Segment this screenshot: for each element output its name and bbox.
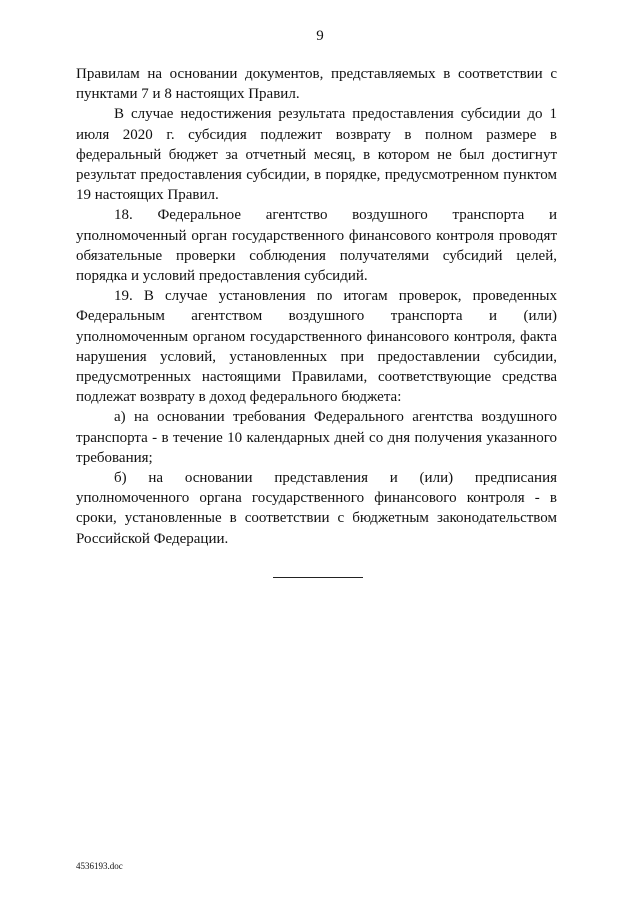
paragraph-item-18: 18. Федеральное агентство воздушного транспорта и уполномоченный орган государственного финансового контроля проводят обязательные проверки соблюдения получателями субсидий целей, порядка и условий предоставления субсидий.	[76, 207, 557, 285]
paragraph-item-19-b: б) на основании представления и (или) предписания уполномоченного органа государственного финансового контроля - в сроки, установленные в соответствии с бюджетным законодательством Российской Федерации.	[76, 470, 557, 547]
page-number: 9	[316, 28, 324, 44]
paragraph-non-achievement: В случае недостижения результата предоставления субсидии до 1 июля 2020 г. субсидия подлежит возврату в полном размере в федеральный бюджет за отчетный месяц, в котором не был достигнут результат предоставления субсидии, в порядке, предусмотренном пунктом 19 настоящих Правил.	[76, 106, 557, 204]
end-separator-line	[273, 577, 363, 578]
paragraph-item-19-a: а) на основании требования Федерального агентства воздушного транспорта - в течение 10 календарных дней со дня получения указанного требования;	[76, 409, 557, 466]
paragraph-item-19: 19. В случае установления по итогам проверок, проведенных Федеральным агентством воздушного транспорта и (или) уполномоченным органом государственного финансового контроля, факта нарушения условий, установленных при предоставлении субсидии, предусмотренных настоящими Правилами, соответствующие средства подлежат возврату в доход федерального бюджета:	[76, 288, 557, 406]
footer-file-name: 4536193.doc	[76, 861, 123, 871]
paragraph-continuation: Правилам на основании документов, представляемых в соответствии с пунктами 7 и 8 настоящих Правил.	[76, 66, 557, 103]
document-body	[76, 64, 557, 549]
